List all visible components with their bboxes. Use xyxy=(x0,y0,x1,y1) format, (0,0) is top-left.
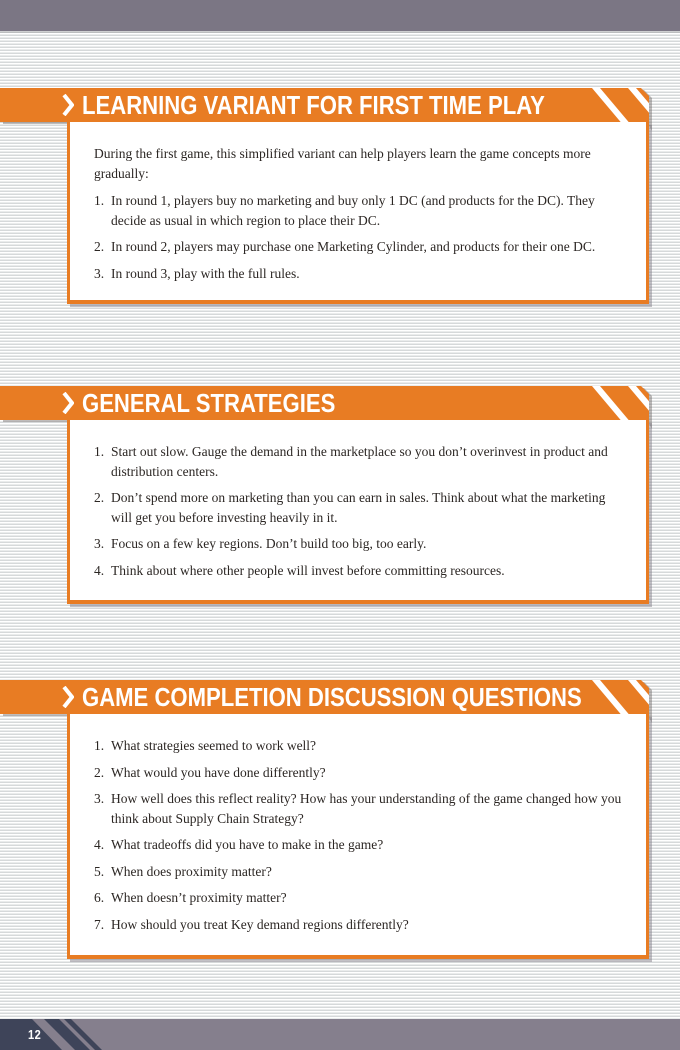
list-item xyxy=(94,561,622,581)
item-number: 3. xyxy=(94,265,105,281)
item-text: What would you have done differently? xyxy=(111,764,326,780)
chevron-right-icon xyxy=(62,686,74,708)
item-number: 4. xyxy=(94,837,105,852)
page-number: 12 xyxy=(28,1026,42,1042)
item-text: When does proximity matter? xyxy=(111,863,272,879)
item-number: 3. xyxy=(94,536,105,551)
item-text: What strategies seemed to work well? xyxy=(111,738,317,753)
list-item xyxy=(94,789,622,828)
content-box-learning-variant xyxy=(67,122,649,304)
list-item xyxy=(94,915,622,935)
list-item xyxy=(94,442,622,481)
item-number: 5. xyxy=(94,863,105,879)
item-text: In round 1, players buy no marketing and buy only 1 DC (and products for the DC). They decide as usual in which region to place their DC. xyxy=(111,193,595,228)
item-number: 2. xyxy=(94,490,105,505)
list-item xyxy=(94,835,622,855)
item-text: How should you treat Key demand regions differently? xyxy=(111,916,409,932)
item-number: 2. xyxy=(94,764,105,780)
item-text: Think about where other people will invest before committing resources. xyxy=(111,562,505,578)
section-title: LEARNING VARIANT FOR FIRST TIME PLAY xyxy=(82,89,545,120)
item-text: How well does this reflect reality? How has your understanding of the game changed how you think about Supply Chain Strategy? xyxy=(111,791,622,826)
item-number: 1. xyxy=(94,193,105,208)
item-number: 2. xyxy=(94,239,105,254)
item-text: What tradeoffs did you have to make in the game? xyxy=(111,837,384,852)
list-item xyxy=(94,534,622,554)
item-number: 1. xyxy=(94,444,105,459)
list-item xyxy=(94,763,622,783)
list-item xyxy=(94,862,622,882)
top-gray-band xyxy=(0,0,680,31)
list-item xyxy=(94,888,622,908)
list-item xyxy=(94,264,622,284)
item-text: When doesn’t proximity matter? xyxy=(111,890,287,905)
item-text: Don’t spend more on marketing than you can earn in sales. Think about what the marketing will get you before investing heavily in it. xyxy=(111,490,606,525)
list-item xyxy=(94,488,622,527)
item-number: 6. xyxy=(94,890,105,905)
item-number: 1. xyxy=(94,738,105,753)
item-number: 3. xyxy=(94,791,105,806)
chevron-right-icon xyxy=(62,94,74,116)
content-box-general-strategies xyxy=(67,420,649,604)
footer-slash-decoration xyxy=(0,1019,140,1050)
item-text: Focus on a few key regions. Don’t build too big, too early. xyxy=(111,536,427,551)
footer-band xyxy=(0,1019,680,1050)
list-item xyxy=(94,237,622,257)
intro-paragraph: During the first game, this simplified variant can help players learn the game concepts more gradually: xyxy=(94,146,591,181)
chevron-right-icon xyxy=(62,392,74,414)
list-item xyxy=(94,191,622,230)
section-title: GAME COMPLETION DISCUSSION QUESTIONS xyxy=(82,681,582,712)
item-number: 4. xyxy=(94,562,105,578)
item-text: In round 3, play with the full rules. xyxy=(111,265,300,281)
content-box-discussion-questions xyxy=(67,714,649,959)
list-item xyxy=(94,736,622,756)
item-text: Start out slow. Gauge the demand in the marketplace so you don’t overinvest in product and distribution centers. xyxy=(111,444,608,479)
item-number: 7. xyxy=(94,916,105,932)
section-title: GENERAL STRATEGIES xyxy=(82,387,336,418)
item-text: In round 2, players may purchase one Marketing Cylinder, and products for their one DC. xyxy=(111,239,596,254)
